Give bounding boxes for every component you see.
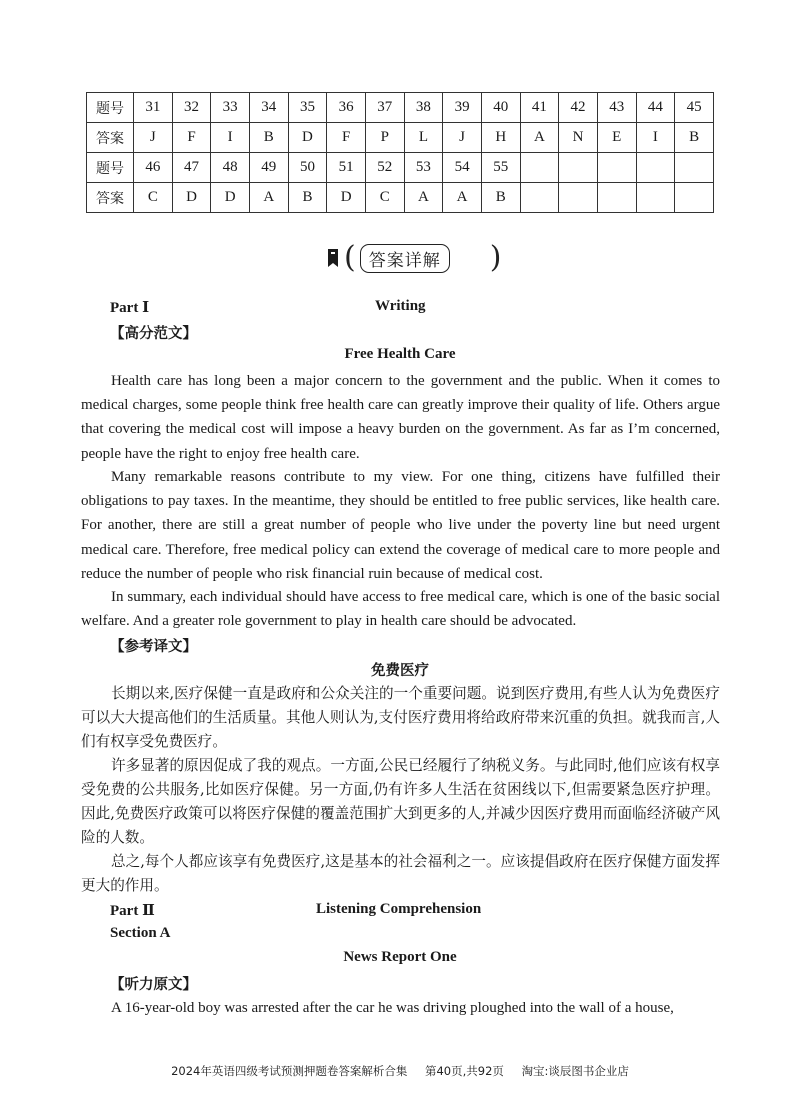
part2-label: Part Ⅱ [110,903,155,919]
part1-title: Writing [375,298,426,314]
question-number-cell: 34 [249,93,288,123]
answer-explanation-banner [327,242,501,274]
answer-letter-cell: B [481,183,520,213]
question-number-cell: 37 [365,93,404,123]
question-number-cell: 47 [172,153,211,183]
row-label: 题号 [87,153,134,183]
sample-essay-tag: 【高分范文】 [110,326,197,342]
question-number-cell [597,153,636,183]
translation-paragraph-3: 总之,每个人都应该享有免费医疗,这是基本的社会福利之一。应该提倡政府在医疗保健方面发挥更大的作用。 [81,853,720,894]
question-number-cell: 35 [288,93,327,123]
answer-letter-cell [520,183,559,213]
question-number-cell: 49 [249,153,288,183]
answer-letter-cell [675,183,714,213]
question-number-cell: 43 [597,93,636,123]
question-number-cell [675,153,714,183]
answer-letter-cell: C [134,183,173,213]
answer-letter-cell: H [481,123,520,153]
question-number-cell: 45 [675,93,714,123]
bookmark-icon [327,247,339,269]
question-number-cell: 38 [404,93,443,123]
banner-label: 答案详解 [360,244,450,273]
answer-letter-cell: J [443,123,482,153]
answer-letter-cell: F [172,123,211,153]
footer-shop: 淘宝:谈辰图书企业店 [521,1064,629,1078]
answer-letter-cell: E [597,123,636,153]
answer-letter-cell: D [211,183,250,213]
question-number-cell: 42 [559,93,598,123]
question-number-cell: 32 [172,93,211,123]
part1-label: Part Ⅰ [110,300,150,316]
question-number-cell [636,153,675,183]
question-number-cell: 53 [404,153,443,183]
answer-letter-cell: A [404,183,443,213]
table-row [87,123,714,153]
question-number-cell: 33 [211,93,250,123]
answer-letter-cell: A [443,183,482,213]
essay-title: Free Health Care [344,346,456,362]
answer-letter-cell: B [675,123,714,153]
translation-tag: 【参考译文】 [110,639,197,655]
banner-close-bracket: ) [489,240,502,275]
question-number-cell: 41 [520,93,559,123]
row-label: 题号 [87,93,134,123]
table-row [87,183,714,213]
banner-open-bracket: ( [344,240,356,275]
footer-page-number: 第40页,共92页 [424,1064,504,1078]
answer-letter-cell: L [404,123,443,153]
question-number-cell: 51 [327,153,366,183]
answer-letter-cell: N [559,123,598,153]
table-row [87,153,714,183]
news-report-title: News Report One [343,949,457,965]
answer-letter-cell: D [288,123,327,153]
question-number-cell: 50 [288,153,327,183]
answer-key-table [86,92,714,213]
question-number-cell: 46 [134,153,173,183]
page-footer [0,1063,800,1079]
answer-letter-cell [597,183,636,213]
answer-letter-cell [559,183,598,213]
table-row [87,93,714,123]
footer-book-title: 2024年英语四级考试预测押题卷答案解析合集 [171,1064,408,1078]
translation-title: 免费医疗 [371,663,429,679]
essay-paragraph-3: In summary, each individual should have access to free medical care, which is one of the basic social welfare. And a greater role government to play in health care should be advocated. [81,589,720,630]
answer-letter-cell: J [134,123,173,153]
row-label: 答案 [87,183,134,213]
row-label: 答案 [87,123,134,153]
transcript-text: A 16-year-old boy was arrested after the car he was driving ploughed into the wall of a house, [111,1000,674,1016]
question-number-cell: 44 [636,93,675,123]
transcript-tag: 【听力原文】 [110,977,197,993]
answer-letter-cell: D [172,183,211,213]
section-a-label: Section A [110,925,171,941]
question-number-cell [520,153,559,183]
essay-paragraph-1: Health care has long been a major concern to the government and the public. When it comes to medical charges, some people think free health care can greatly improve their quality of life. Others argue that covering the medical cost will impose a heavy burden on the government. As far as I’m concerned, people have the right to enjoy free health care. [81,373,720,462]
answer-letter-cell: A [249,183,288,213]
essay-paragraph-2: Many remarkable reasons contribute to my view. For one thing, citizens have fulfilled their obligations to pay taxes. In the meantime, they should be entitled to free public services, like health care. For another, there are still a great number of people who live under the poverty line but need urgent medical care. Therefore, free medical policy can extend the coverage of medical care to more people and reduce the number of people who risk financial ruin because of medical cost. [81,469,720,582]
answer-letter-cell [636,183,675,213]
answer-letter-cell: B [249,123,288,153]
question-number-cell: 52 [365,153,404,183]
answer-letter-cell: C [365,183,404,213]
question-number-cell: 54 [443,153,482,183]
translation-paragraph-1: 长期以来,医疗保健一直是政府和公众关注的一个重要问题。说到医疗费用,有些人认为免费医疗可以大大提高他们的生活质量。其他人则认为,支付医疗费用将给政府带来沉重的负担。就我而言,人们有权享受免费医疗。 [81,685,720,750]
question-number-cell: 55 [481,153,520,183]
question-number-cell: 31 [134,93,173,123]
question-number-cell: 48 [211,153,250,183]
question-number-cell [559,153,598,183]
answer-letter-cell: I [636,123,675,153]
answer-letter-cell: F [327,123,366,153]
question-number-cell: 36 [327,93,366,123]
answer-letter-cell: I [211,123,250,153]
question-number-cell: 39 [443,93,482,123]
translation-paragraph-2: 许多显著的原因促成了我的观点。一方面,公民已经履行了纳税义务。与此同时,他们应该有权享受免费的公共服务,比如医疗保健。另一方面,仍有许多人生活在贫困线以下,但需要紧急医疗护理。因此,免费医疗政策可以将医疗保健的覆盖范围扩大到更多的人,并减少因医疗费用而面临经济破产风险的人数。 [81,757,720,846]
answer-letter-cell: P [365,123,404,153]
question-number-cell: 40 [481,93,520,123]
part2-title: Listening Comprehension [316,901,482,917]
answer-letter-cell: B [288,183,327,213]
answer-letter-cell: D [327,183,366,213]
answer-letter-cell: A [520,123,559,153]
